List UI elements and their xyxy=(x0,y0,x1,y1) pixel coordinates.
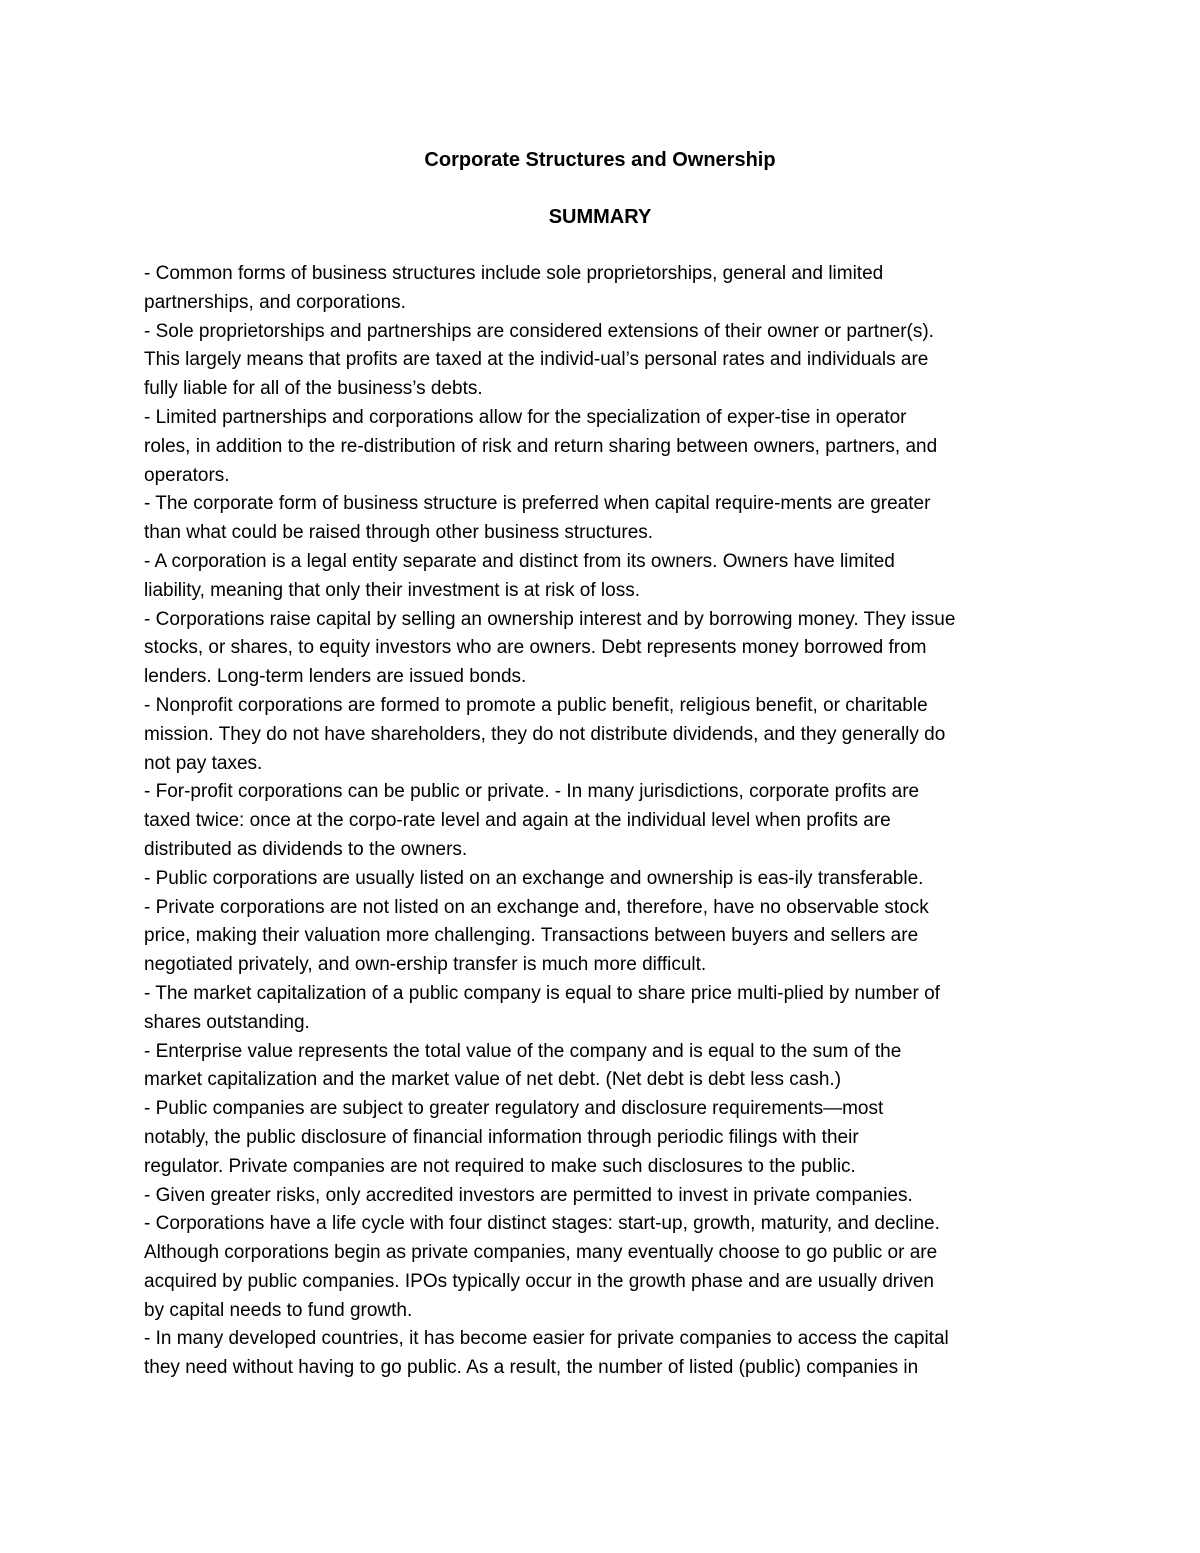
body-line: - Sole proprietorships and partnerships are considered extensions of their owner or partner(s). xyxy=(144,320,934,342)
body-line: - The market capitalization of a public company is equal to share price multi-plied by number of xyxy=(144,982,940,1004)
body-line: - The corporate form of business structure is preferred when capital require-ments are greater xyxy=(144,493,931,515)
body-line: Although corporations begin as private companies, many eventually choose to go public or are xyxy=(144,1242,938,1264)
body-line: partnerships, and corporations. xyxy=(144,291,406,313)
body-line: than what could be raised through other business structures. xyxy=(144,522,654,544)
page-title: Corporate Structures and Ownership xyxy=(424,149,776,171)
body-line: operators. xyxy=(144,464,230,486)
body-line: market capitalization and the market value of net debt. (Net debt is debt less cash.) xyxy=(144,1069,842,1091)
body-line: roles, in addition to the re-distribution of risk and return sharing between owners, partners, and xyxy=(144,435,938,457)
body-line: negotiated privately, and own-ership transfer is much more difficult. xyxy=(144,954,707,976)
body-line: stocks, or shares, to equity investors who are owners. Debt represents money borrowed from xyxy=(144,637,927,659)
body-line: fully liable for all of the business’s debts. xyxy=(144,378,483,400)
body-line: - Nonprofit corporations are formed to promote a public benefit, religious benefit, or charitable xyxy=(144,694,928,716)
body-line: taxed twice: once at the corpo-rate level and again at the individual level when profits are xyxy=(144,810,891,832)
body-line: - A corporation is a legal entity separate and distinct from its owners. Owners have limited xyxy=(144,550,895,572)
body-line: by capital needs to fund growth. xyxy=(144,1299,413,1321)
body-line: - Private corporations are not listed on an exchange and, therefore, have no observable stock xyxy=(144,896,929,918)
body-line: - Public corporations are usually listed on an exchange and ownership is eas-ily transferable. xyxy=(144,867,924,889)
body-line: - Common forms of business structures include sole proprietorships, general and limited xyxy=(144,263,884,284)
body-line: liability, meaning that only their investment is at risk of loss. xyxy=(144,579,640,601)
body-line: - Given greater risks, only accredited investors are permitted to invest in private companies. xyxy=(144,1184,913,1206)
body-line: acquired by public companies. IPOs typically occur in the growth phase and are usually driven xyxy=(144,1270,934,1292)
body-line: not pay taxes. xyxy=(144,752,263,774)
body-line: regulator. Private companies are not required to make such disclosures to the public. xyxy=(144,1155,856,1177)
body-line: - Public companies are subject to greater regulatory and disclosure requirements—most xyxy=(144,1098,884,1120)
body-text xyxy=(144,260,1064,1383)
body-line: - Limited partnerships and corporations allow for the specialization of exper-tise in operator xyxy=(144,406,907,428)
body-line: - In many developed countries, it has become easier for private companies to access the capital xyxy=(144,1328,949,1350)
body-line: distributed as dividends to the owners. xyxy=(144,838,468,860)
body-line: price, making their valuation more challenging. Transactions between buyers and sellers are xyxy=(144,925,919,947)
body-line: This largely means that profits are taxed at the individ-ual’s personal rates and individuals are xyxy=(144,349,929,371)
body-line: notably, the public disclosure of financial information through periodic filings with their xyxy=(144,1126,859,1148)
body-line: mission. They do not have shareholders, they do not distribute dividends, and they generally do xyxy=(144,723,946,745)
body-line: lenders. Long-term lenders are issued bonds. xyxy=(144,666,527,688)
body-line: - Corporations have a life cycle with four distinct stages: start-up, growth, maturity, and decline. xyxy=(144,1213,940,1235)
body-line: they need without having to go public. As a result, the number of listed (public) companies in xyxy=(144,1357,919,1379)
body-line: - Corporations raise capital by selling an ownership interest and by borrowing money. They issue xyxy=(144,608,956,630)
body-line: shares outstanding. xyxy=(144,1011,310,1033)
body-line: - Enterprise value represents the total value of the company and is equal to the sum of the xyxy=(144,1040,902,1062)
body-line: - For-profit corporations can be public or private. - In many jurisdictions, corporate profits are xyxy=(144,781,920,803)
section-heading: SUMMARY xyxy=(548,206,652,228)
